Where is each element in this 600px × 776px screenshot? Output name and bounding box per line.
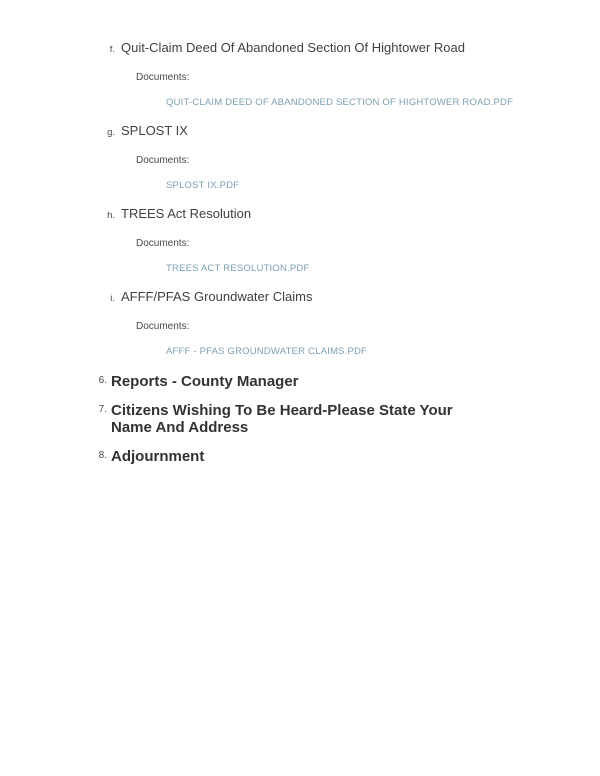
agenda-item-title: Citizens Wishing To Be Heard-Please State Your Name And Address [111,402,453,436]
agenda-item-title: Adjournment [111,448,205,465]
numbered-agenda-section [0,373,600,465]
agenda-sub-item [0,207,600,276]
agenda-sub-item [0,290,600,359]
document-link[interactable]: SPLOST IX.PDF [166,180,240,191]
document-link[interactable]: AFFF - PFAS GROUNDWATER CLAIMS.PDF [166,346,368,357]
agenda-sub-item [0,124,600,193]
agenda-item-number: 7. [98,404,107,415]
sub-item-letter: h. [107,210,115,221]
sub-item-letter: f. [109,44,115,55]
agenda-item-number: 6. [98,375,107,386]
sub-item-letter: g. [107,127,115,138]
sub-item-letter: i. [110,293,115,304]
documents-label: Documents: [136,72,190,83]
agenda-item [94,448,600,465]
agenda-sub-item [0,41,600,110]
document-link[interactable]: TREES ACT RESOLUTION.PDF [166,263,310,274]
sub-item-title: TREES Act Resolution [121,206,252,221]
sub-item-title: SPLOST IX [121,123,188,138]
sub-item-title: AFFF/PFAS Groundwater Claims [121,289,313,304]
agenda-item-number: 8. [98,450,107,461]
agenda-item-title: Reports - County Manager [111,373,299,390]
documents-label: Documents: [136,321,190,332]
agenda-item [94,402,600,436]
documents-label: Documents: [136,238,190,249]
document-link[interactable]: QUIT-CLAIM DEED OF ABANDONED SECTION OF HIGHTOWER ROAD.PDF [166,97,514,108]
agenda-item [94,373,600,390]
documents-label: Documents: [136,155,190,166]
sub-item-title: Quit-Claim Deed Of Abandoned Section Of Hightower Road [121,40,465,55]
